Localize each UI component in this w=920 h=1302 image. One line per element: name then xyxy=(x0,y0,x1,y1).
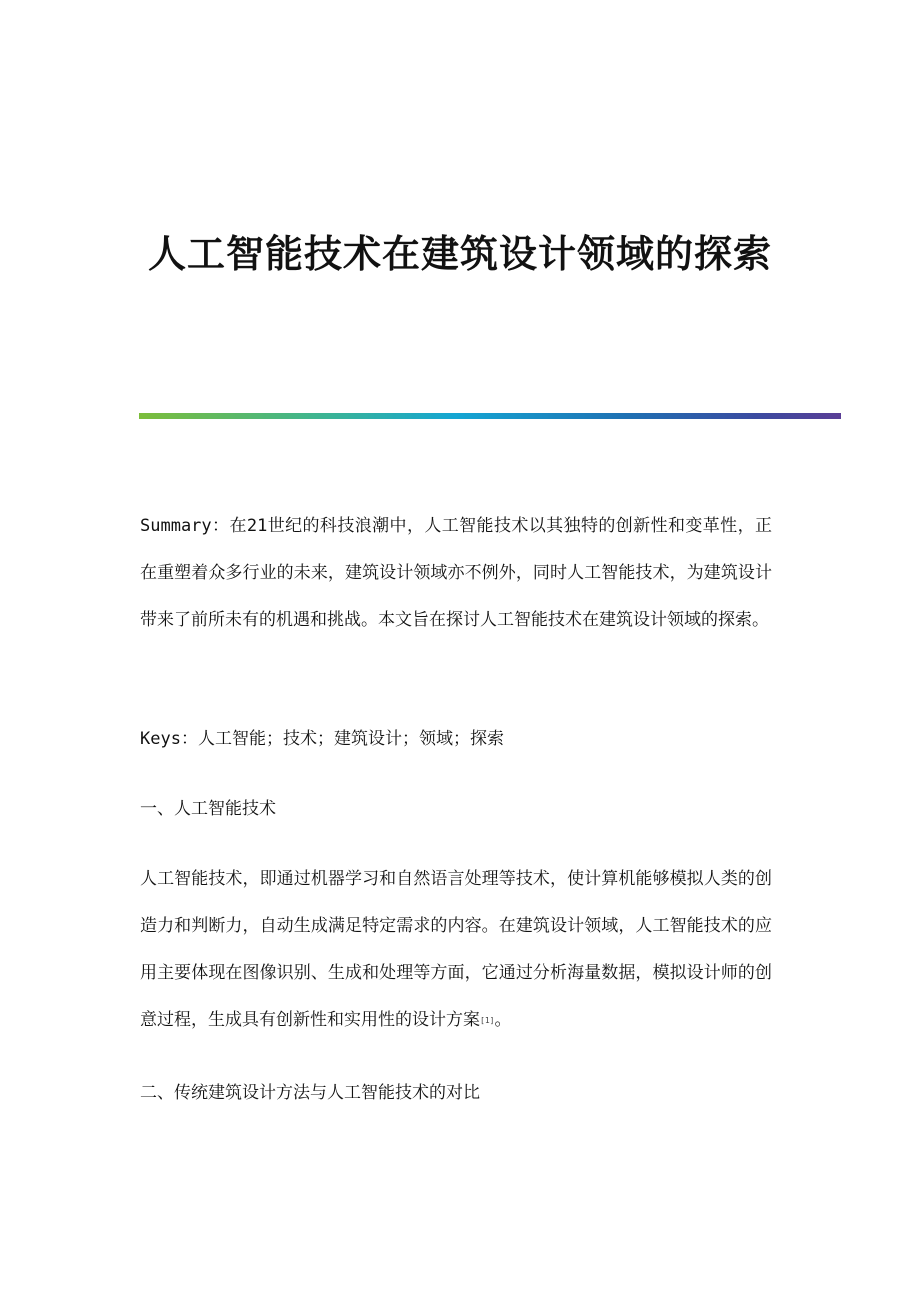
section-2-heading: 二、传统建筑设计方法与人工智能技术的对比 xyxy=(140,1083,480,1103)
section-1-text: 人工智能技术，即通过机器学习和自然语言处理等技术，使计算机能够模拟人类的创造力和判断力，自动生成满足特定需求的内容。在建筑设计领域，人工智能技术的应用主要体现在图像识别、生成和处理等方面，它通过分析海量数据，模拟设计师的创意过程，生成具有创新性和实用性的设计方案 xyxy=(140,869,772,1030)
summary-label: Summary： xyxy=(140,516,230,536)
citation-marker[interactable]: [1] xyxy=(480,1016,495,1025)
section-1-heading: 一、人工智能技术 xyxy=(140,799,276,819)
section-1-end: 。 xyxy=(494,1010,512,1030)
keys-text: 人工智能；技术；建筑设计；领域；探索 xyxy=(197,729,504,749)
keys-label: Keys： xyxy=(140,729,198,749)
keywords-line xyxy=(140,716,772,763)
summary-paragraph xyxy=(140,503,772,644)
section-1-paragraph xyxy=(140,856,772,1044)
document-title: 人工智能技术在建筑设计领域的探索 xyxy=(147,231,772,276)
gradient-divider xyxy=(139,413,841,419)
summary-text: 在21世纪的科技浪潮中，人工智能技术以其独特的创新性和变革性，正在重塑着众多行业的未来，建筑设计领域亦不例外，同时人工智能技术，为建筑设计带来了前所未有的机遇和挑战。本文旨在探讨人工智能技术在建筑设计领域的探索。 xyxy=(140,516,772,630)
